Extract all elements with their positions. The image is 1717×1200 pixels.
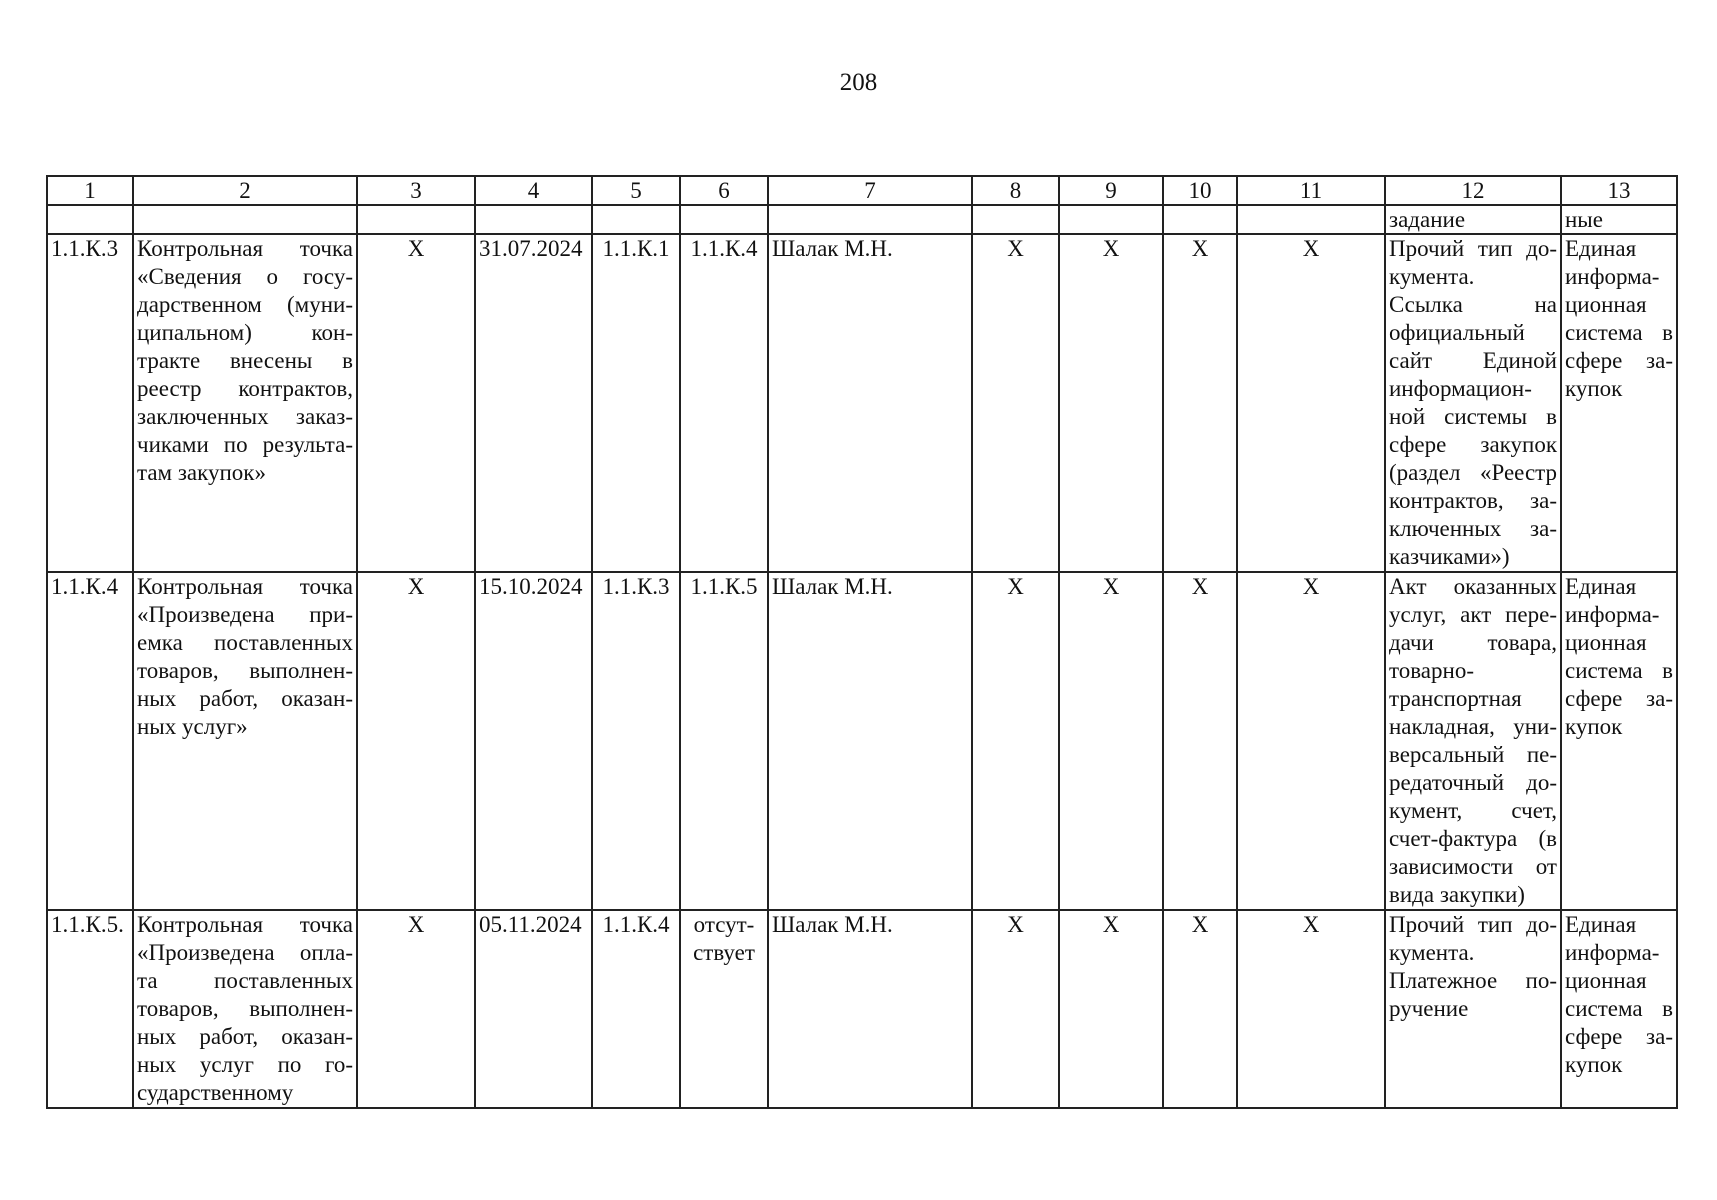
column-number: 3 xyxy=(357,176,475,205)
text-line: сфере за- xyxy=(1565,1024,1673,1049)
predecessor-cell: 1.1.К.1 xyxy=(592,234,680,572)
control-point-name xyxy=(133,234,357,572)
text-line: ручение xyxy=(1389,996,1469,1021)
row-id: 1.1.К.5. xyxy=(47,910,133,1108)
text-line: система в xyxy=(1565,658,1673,683)
text-line: казчиками») xyxy=(1389,544,1510,569)
information-system-cell xyxy=(1561,572,1677,910)
text-line: ных услуг по го- xyxy=(137,1052,353,1077)
text-line: официальный xyxy=(1389,320,1525,345)
text-line: версальный пе- xyxy=(1389,742,1557,767)
text-line: Контрольная точка xyxy=(137,574,353,599)
text-line: сфере закупок xyxy=(1389,432,1557,457)
column-number: 9 xyxy=(1059,176,1163,205)
text-line: ципальном) кон- xyxy=(137,320,353,345)
col3-mark: X xyxy=(357,910,475,1108)
document-type-cell xyxy=(1385,234,1561,572)
text-line: ных услуг» xyxy=(137,714,248,739)
empty-cell xyxy=(1163,205,1237,234)
text-line: редаточный до- xyxy=(1389,770,1557,795)
col10-mark: X xyxy=(1163,234,1237,572)
text-line: Платежное по- xyxy=(1389,968,1557,993)
text-line: кумента. xyxy=(1389,264,1475,289)
text-line: реестр контрактов, xyxy=(137,376,353,401)
text-line: сфере за- xyxy=(1565,348,1673,373)
text-line: отсут- xyxy=(693,912,755,937)
responsible-cell: Шалак М.Н. xyxy=(768,910,972,1108)
successor-cell: 1.1.К.4 xyxy=(680,234,768,572)
date-cell: 31.07.2024 xyxy=(475,234,592,572)
text-line: товарно- xyxy=(1389,658,1474,683)
text-line: (раздел «Реестр xyxy=(1389,460,1557,485)
text-line: услуг, акт пере- xyxy=(1389,602,1557,627)
continuation-text-col12: задание xyxy=(1385,205,1561,234)
col8-mark: X xyxy=(972,910,1059,1108)
text-line: Акт оказанных xyxy=(1389,574,1557,599)
col9-mark: X xyxy=(1059,234,1163,572)
continuation-text-col13: ные xyxy=(1561,205,1677,234)
table-row xyxy=(47,572,1677,910)
text-line: Прочий тип до- xyxy=(1389,236,1557,261)
text-line: дачи товара, xyxy=(1389,630,1557,655)
col11-mark: X xyxy=(1237,910,1385,1108)
text-line: емка поставленных xyxy=(137,630,353,655)
text-line: счет-фактура (в xyxy=(1389,826,1557,851)
empty-cell xyxy=(357,205,475,234)
text-line: ционная xyxy=(1565,292,1647,317)
text-line: зависимости от xyxy=(1389,854,1557,879)
empty-cell xyxy=(133,205,357,234)
text-line: Ссылка на xyxy=(1389,292,1557,317)
col9-mark: X xyxy=(1059,572,1163,910)
col9-mark: X xyxy=(1059,910,1163,1108)
text-line: ключенных за- xyxy=(1389,516,1557,541)
predecessor-cell: 1.1.К.3 xyxy=(592,572,680,910)
text-line: система в xyxy=(1565,320,1673,345)
text-line: транспортная xyxy=(1389,686,1522,711)
empty-cell xyxy=(592,205,680,234)
text-line: сударственному xyxy=(137,1080,294,1105)
text-line: та поставленных xyxy=(137,968,353,993)
column-number: 11 xyxy=(1237,176,1385,205)
column-number: 6 xyxy=(680,176,768,205)
text-line: товаров, выполнен- xyxy=(137,996,353,1021)
text-line: купок xyxy=(1565,714,1623,739)
text-line: Прочий тип до- xyxy=(1389,912,1557,937)
document-type-cell xyxy=(1385,572,1561,910)
col3-mark: X xyxy=(357,572,475,910)
col11-mark: X xyxy=(1237,572,1385,910)
date-cell: 05.11.2024 xyxy=(475,910,592,1108)
text-line: ных работ, оказан- xyxy=(137,1024,353,1049)
text-line: «Сведения о госу- xyxy=(137,264,353,289)
predecessor-cell: 1.1.К.4 xyxy=(592,910,680,1108)
text-line: информа- xyxy=(1565,264,1660,289)
row-id: 1.1.К.3 xyxy=(47,234,133,572)
text-line: ционная xyxy=(1565,968,1647,993)
text-line: тракте внесены в xyxy=(137,348,353,373)
empty-cell xyxy=(680,205,768,234)
col8-mark: X xyxy=(972,572,1059,910)
text-line: сфере за- xyxy=(1565,686,1673,711)
responsible-cell: Шалак М.Н. xyxy=(768,234,972,572)
text-line: кумент, счет, xyxy=(1389,798,1557,823)
text-line: ционная xyxy=(1565,630,1647,655)
column-number: 8 xyxy=(972,176,1059,205)
col3-mark: X xyxy=(357,234,475,572)
column-number: 12 xyxy=(1385,176,1561,205)
information-system-cell xyxy=(1561,910,1677,1108)
text-line: информацион- xyxy=(1389,376,1532,401)
column-number: 7 xyxy=(768,176,972,205)
text-line: кумента. xyxy=(1389,940,1475,965)
text-line: купок xyxy=(1565,1052,1623,1077)
text-line: вида закупки) xyxy=(1389,882,1525,907)
col8-mark: X xyxy=(972,234,1059,572)
col10-mark: X xyxy=(1163,910,1237,1108)
continuation-row xyxy=(47,205,1677,234)
page-number: 208 xyxy=(839,69,878,96)
empty-cell xyxy=(972,205,1059,234)
text-line: контрактов, за- xyxy=(1389,488,1557,513)
control-point-name xyxy=(133,572,357,910)
table-row xyxy=(47,910,1677,1108)
text-line: информа- xyxy=(1565,602,1660,627)
date-cell: 15.10.2024 xyxy=(475,572,592,910)
empty-cell xyxy=(1059,205,1163,234)
empty-cell xyxy=(1237,205,1385,234)
text-line: заключенных заказ- xyxy=(137,404,353,429)
column-number-row xyxy=(47,176,1677,205)
column-number: 5 xyxy=(592,176,680,205)
control-point-name xyxy=(133,910,357,1108)
text-line: там закупок» xyxy=(137,460,266,485)
control-points-table xyxy=(46,175,1678,1109)
text-line: Единая xyxy=(1565,236,1637,261)
table-row xyxy=(47,234,1677,572)
column-number: 10 xyxy=(1163,176,1237,205)
text-line: Контрольная точка xyxy=(137,912,353,937)
text-line: система в xyxy=(1565,996,1673,1021)
text-line: ной системы в xyxy=(1389,404,1557,429)
text-line: ствует xyxy=(693,940,755,965)
text-line: накладная, уни- xyxy=(1389,714,1557,739)
text-line: ных работ, оказан- xyxy=(137,686,353,711)
row-id: 1.1.К.4 xyxy=(47,572,133,910)
col11-mark: X xyxy=(1237,234,1385,572)
text-line: информа- xyxy=(1565,940,1660,965)
document-type-cell xyxy=(1385,910,1561,1108)
successor-cell: 1.1.К.5 xyxy=(680,572,768,910)
successor-cell xyxy=(680,910,768,1108)
column-number: 13 xyxy=(1561,176,1677,205)
column-number: 1 xyxy=(47,176,133,205)
column-number: 2 xyxy=(133,176,357,205)
information-system-cell xyxy=(1561,234,1677,572)
text-line: «Произведена опла- xyxy=(137,940,353,965)
empty-cell xyxy=(768,205,972,234)
col10-mark: X xyxy=(1163,572,1237,910)
text-line: сайт Единой xyxy=(1389,348,1557,373)
text-line: Контрольная точка xyxy=(137,236,353,261)
text-line: Единая xyxy=(1565,912,1637,937)
column-number: 4 xyxy=(475,176,592,205)
empty-cell xyxy=(47,205,133,234)
text-line: товаров, выполнен- xyxy=(137,658,353,683)
text-line: купок xyxy=(1565,376,1623,401)
empty-cell xyxy=(475,205,592,234)
text-line: дарственном (муни- xyxy=(137,292,353,317)
text-line: Единая xyxy=(1565,574,1637,599)
text-line: «Произведена при- xyxy=(137,602,353,627)
responsible-cell: Шалак М.Н. xyxy=(768,572,972,910)
text-line: чиками по результа- xyxy=(137,432,353,457)
